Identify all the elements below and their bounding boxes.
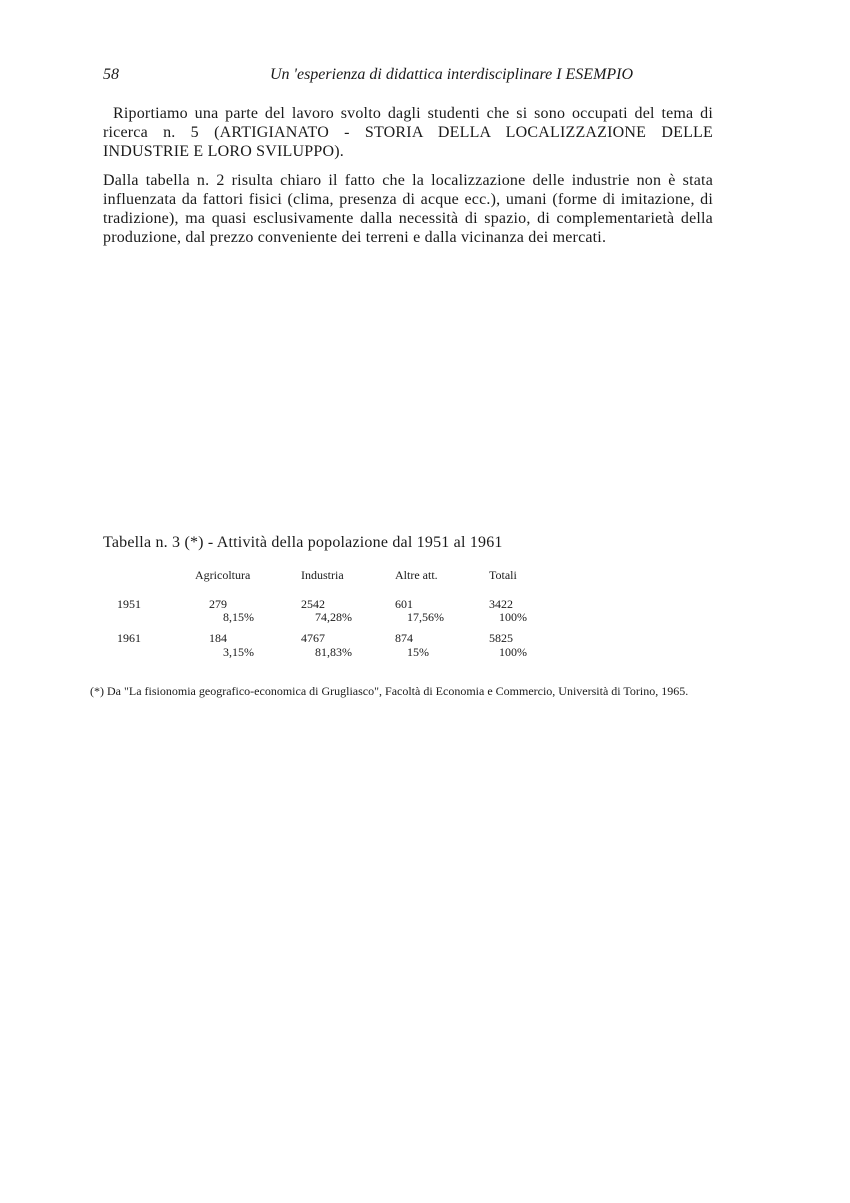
intro-paragraph: Riportiamo una parte del lavoro svolto dagli studenti che si sono occupati del tema di ricerca n. 5 (ARTIGIANATO - STORIA DELLA LOCALIZZAZIONE DELLE INDUSTRIE E LORO SVILUPPO). — [103, 105, 713, 160]
table-cell: 3422 — [489, 597, 513, 611]
table-cell: 100% — [499, 645, 527, 659]
column-header-industria: Industria — [301, 568, 344, 582]
table-cell: 15% — [407, 645, 429, 659]
table-cell: 601 — [395, 597, 413, 611]
table-cell: 17,56% — [407, 610, 444, 624]
table-cell: 279 — [209, 597, 227, 611]
analysis-paragraph: Dalla tabella n. 2 risulta chiaro il fatto che la localizzazione delle industrie non è stata influenzata da fattori fisici (clima, presenza di acque ecc.), umani (forme di imitazione, di tradizione), ma quasi esclusivamente dalla necessità di spazio, di complementarietà della produzione, dal prezzo conveniente dei terreni e dalla vicinanza dei mercati. — [103, 172, 713, 246]
table-cell: 3,15% — [223, 645, 254, 659]
page-number: 58 — [103, 66, 119, 83]
table-cell: 4767 — [301, 631, 325, 645]
column-header-altre: Altre att. — [395, 568, 438, 582]
table-cell: 5825 — [489, 631, 513, 645]
row-year-1961: 1961 — [117, 631, 141, 645]
table-cell: 100% — [499, 610, 527, 624]
table-cell: 874 — [395, 631, 413, 645]
column-header-agricoltura: Agricoltura — [195, 568, 251, 582]
running-title: Un 'esperienza di didattica interdisciplinare I ESEMPIO — [270, 66, 634, 83]
table-cell: 184 — [209, 631, 227, 645]
table-caption: Tabella n. 3 (*) - Attività della popolazione dal 1951 al 1961 — [103, 534, 503, 551]
table-cell: 2542 — [301, 597, 325, 611]
row-year-1951: 1951 — [117, 597, 141, 611]
footnote: (*) Da "La fisionomia geografico-economica di Grugliasco", Facoltà di Economia e Commercio, Università di Torino, 1965. — [90, 684, 689, 698]
column-header-totali: Totali — [489, 568, 517, 582]
table-cell: 8,15% — [223, 610, 254, 624]
table-cell: 81,83% — [315, 645, 352, 659]
table-cell: 74,28% — [315, 610, 352, 624]
